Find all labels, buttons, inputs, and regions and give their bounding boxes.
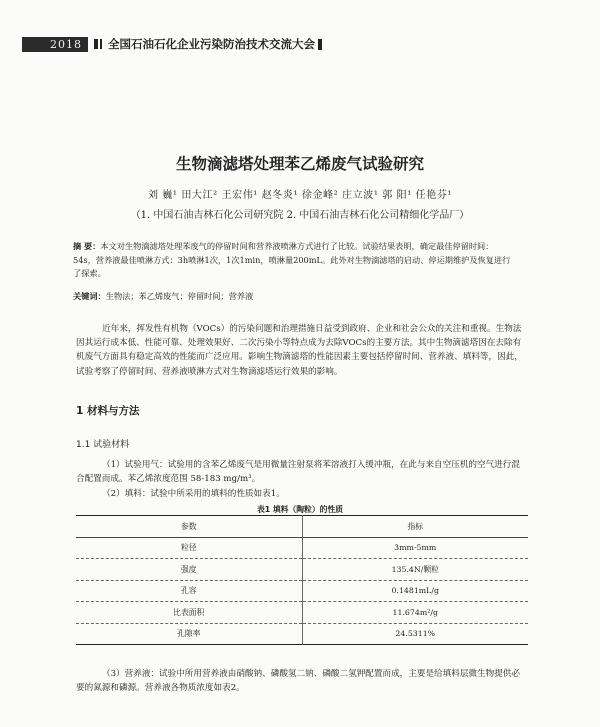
header-end-bar-icon xyxy=(318,39,322,50)
table-cell: 粒径 xyxy=(76,537,302,559)
section-heading-1-1: 1.1 试验材料 xyxy=(76,440,130,450)
table-cell: 孔隙率 xyxy=(76,623,302,645)
header-bar-icon xyxy=(94,39,102,49)
abstract-text: 本文对生物滴滤塔处理苯废气的停留时间和营养液喷淋方式进行了比较。试验结果表明，确定最佳停留时间：54s，营养液最佳喷淋方式：3h喷淋1次，1次1min，喷淋量200mL。此外对生物滴滤塔的启动、停运期维护及恢复进行了探索。 xyxy=(73,241,511,278)
table-caption: 表1 填料（陶粒）的性质 xyxy=(256,505,344,514)
table-cell: 11.674m²/g xyxy=(392,607,438,617)
affiliations: （1. 中国石油吉林石化公司研究院 2. 中国石油吉林石化公司精细化学品厂） xyxy=(130,210,470,221)
table-cell: 3mm-5mm xyxy=(394,543,437,553)
table-row xyxy=(76,559,528,581)
keywords-label: 关键词： xyxy=(73,291,106,301)
paper-title: 生物滴滤塔处理苯乙烯废气试验研究 xyxy=(175,155,424,173)
abstract xyxy=(73,240,513,281)
table-header-row xyxy=(76,516,528,538)
table-cell: 比表面积 xyxy=(76,602,302,624)
gas-paragraph: （1）试验用气：试验用的含苯乙烯废气是用微量注射泵将苯溶液打入缓冲瓶，在此与来自空压机的空气进行混合配置而成。苯乙烯浓度范围 58-183 mg/m³。 xyxy=(76,460,520,485)
table-header-cell: 指标 xyxy=(407,521,424,531)
table-cell: 24.5311% xyxy=(395,629,436,639)
table-row xyxy=(76,580,528,602)
year-badge: 2018 xyxy=(22,37,88,52)
conference-title: 全国石油石化企业污染防治技术交流大会 xyxy=(108,37,315,51)
table-row xyxy=(76,623,528,645)
table-cell: 135.4N/颗粒 xyxy=(391,564,439,574)
keywords xyxy=(73,291,513,302)
filler-properties-table xyxy=(76,515,528,645)
table-cell: 强度 xyxy=(76,559,302,581)
nutrient-paragraph: （3）营养液：试验中所用营养液由硝酸钠、磷酸氢二钠、磷酸二氢钾配置而成，主要是给填料层微生物提供必要的氮源和磷源。营养液各物质浓度如表2。 xyxy=(76,669,520,694)
table-row xyxy=(76,602,528,624)
table-cell: 孔容 xyxy=(76,580,302,602)
filler-paragraph: （2）填料：试验中所采用的填料的性质如表1。 xyxy=(102,489,285,499)
conference-header xyxy=(22,36,322,52)
intro-paragraph: 近年来，挥发性有机物（VOCs）的污染问题和治理措施日益受到政府、企业和社会公众的关注和重视。生物法因其运行成本低、性能可靠、处理效果好、二次污染小等特点成为去除VOCs的主要方法。其中生物滴滤塔因在去除有机废气方面具有稳定高效的性能而广泛应用。影响生物滴滤塔的性能因素主要包括停留时间、营养液、填料等，因此，试验考察了停留时间、营养液喷淋方式对生物滴滤塔运行效果的影响。 xyxy=(76,324,523,377)
table-row xyxy=(76,537,528,559)
table-cell: 0.1481mL/g xyxy=(391,586,439,596)
table-header-cell: 参数 xyxy=(76,516,302,538)
section-heading-1: 1 材料与方法 xyxy=(76,405,140,417)
abstract-label: 摘 要： xyxy=(73,241,101,251)
author-list: 刘 巍¹ 田大江² 王宏伟¹ 赵冬炎¹ 徐金峰² 庄立波¹ 郭 阳¹ 任艳芬¹ xyxy=(147,190,453,201)
keywords-text: 生物法；苯乙烯废气；停留时间；营养液 xyxy=(105,291,254,301)
